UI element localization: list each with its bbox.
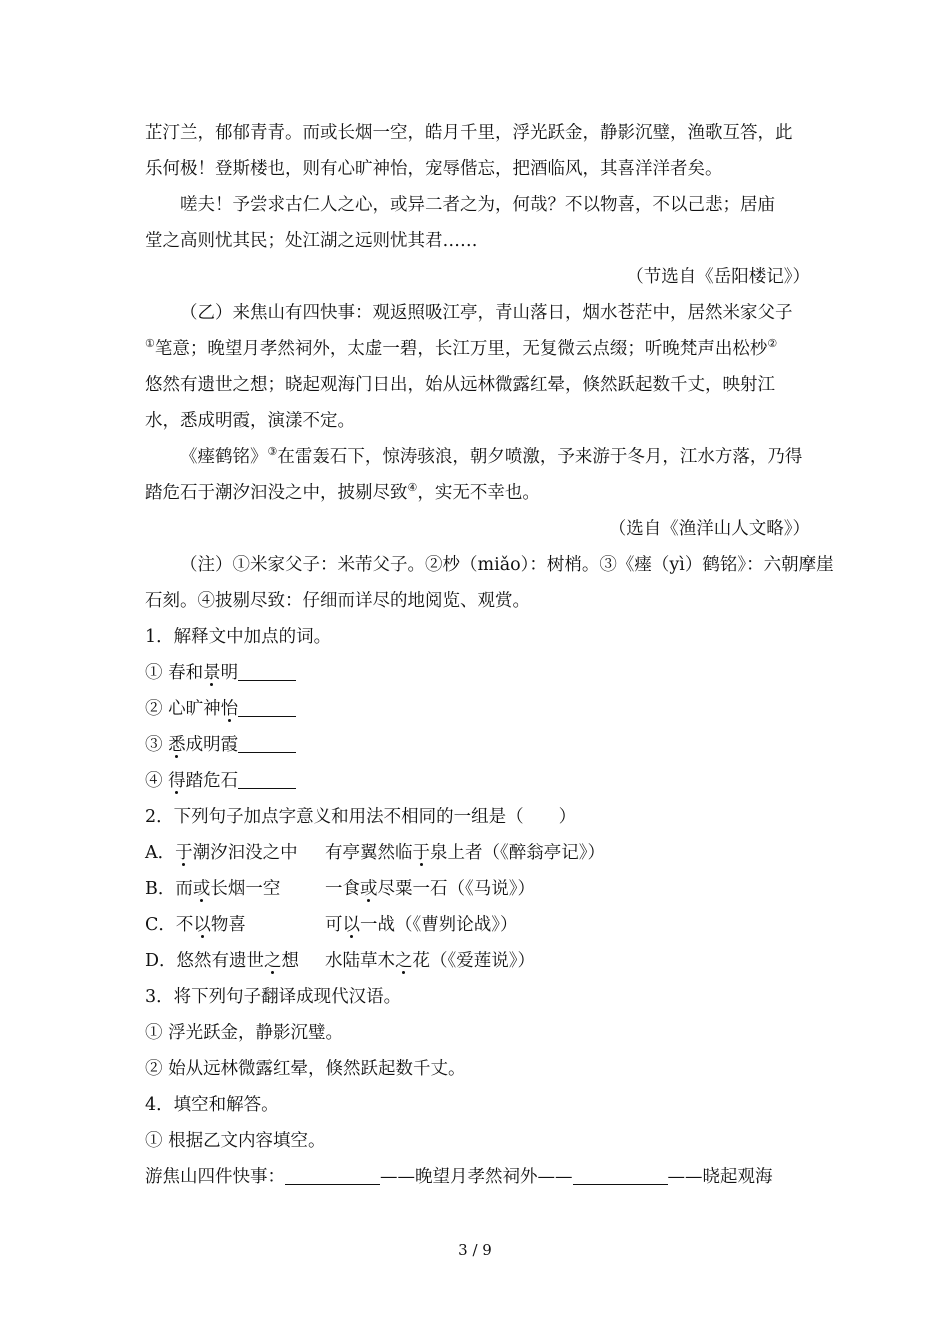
question-1-title: 1．解释文中加点的词。 (145, 627, 332, 647)
text-line: 水，悉成明霞，演漾不定。 (145, 411, 355, 431)
text-line: （乙）来焦山有四快事：观返照吸江亭，青山落日，烟水苍茫中，居然米家父子 (180, 303, 793, 323)
footnote-marker: ② (767, 337, 778, 351)
text-line: 芷汀兰，郁郁青青。而或长烟一空，皓月千里，浮光跃金，静影沉璧，渔歌互答，此 (145, 123, 793, 143)
question-1-item: ② 心旷神怡 (145, 692, 810, 726)
question-4-sub: ① 根据乙文内容填空。 (145, 1131, 326, 1151)
footnote-marker: ③ (267, 445, 278, 459)
footnote-marker: ④ (407, 481, 418, 495)
question-3-title: 3．将下列句子翻译成现代汉语。 (145, 987, 402, 1007)
text-line: 乐何极！登斯楼也，则有心旷神怡，宠辱偕忘，把酒临风，其喜洋洋者矣。 (145, 159, 723, 179)
question-3-item: ② 始从远林微露红晕，倏然跃起数千丈。 (145, 1059, 466, 1079)
question-1-item: ③ 悉成明霞 (145, 728, 810, 762)
text-line: 《瘗鹤铭》③在雷轰石下，惊涛骇浪，朝夕喷激，予来游于冬月，江水方落，乃得 (180, 445, 803, 467)
option-c: C．不以物喜 可以一战（《曹刿论战》） (145, 915, 518, 935)
answer-blank[interactable] (238, 771, 296, 790)
text-line: 踏危石于潮汐汩没之中，披剔尽致④，实无不幸也。 (145, 481, 540, 503)
question-3-item: ① 浮光跃金，静影沉璧。 (145, 1023, 344, 1043)
page-number: 3 / 9 (458, 1241, 492, 1259)
answer-blank[interactable] (573, 1167, 668, 1186)
question-2-title: 2．下列句子加点字意义和用法不相同的一组是（ ） (145, 807, 577, 827)
question-1-item: ④ 得踏危石 (145, 764, 810, 798)
option-a: A．于潮汐汩没之中 有亭翼然临于泉上者（《醉翁亭记》） (145, 843, 605, 863)
question-4-title: 4．填空和解答。 (145, 1095, 279, 1115)
source-citation: （选自《渔洋山人文略》） (608, 519, 810, 539)
answer-blank[interactable] (238, 735, 296, 754)
footnote-marker: ① (145, 337, 155, 351)
source-citation: （节选自《岳阳楼记》） (626, 267, 810, 287)
answer-blank[interactable] (238, 663, 296, 682)
answer-blank[interactable] (285, 1167, 380, 1186)
text-line: 堂之高则忧其民；处江湖之远则忧其君…… (145, 231, 478, 251)
note-line: 石刻。④披剔尽致：仔细而详尽的地阅览、观赏。 (145, 591, 530, 611)
answer-blank[interactable] (238, 699, 296, 718)
question-1-item: ① 春和景明 (145, 656, 810, 690)
option-b: B．而或长烟一空 一食或尽粟一石（《马说》） (145, 879, 535, 899)
text-line: ①笔意；晚望月孝然祠外，太虚一碧，长江万里，无复微云点缀；听晚梵声出松杪② (145, 337, 778, 359)
question-4-fill: 游焦山四件快事： ——晚望月孝然祠外—— ——晓起观海 (145, 1167, 773, 1187)
text-line: 悠然有遗世之想；晓起观海门日出，始从远林微露红晕，倏然跃起数千丈，映射江 (145, 375, 775, 395)
note-line: （注）①米家父子：米芾父子。②杪（miǎo）：树梢。③《瘗（yì）鹤铭》：六朝摩崖 (180, 555, 834, 575)
option-d: D．悠然有遗世之想 水陆草木之花（《爱莲说》） (145, 951, 535, 971)
text-line: 嗟夫！予尝求古仁人之心，或异二者之为，何哉？不以物喜，不以己悲；居庙 (180, 195, 775, 215)
